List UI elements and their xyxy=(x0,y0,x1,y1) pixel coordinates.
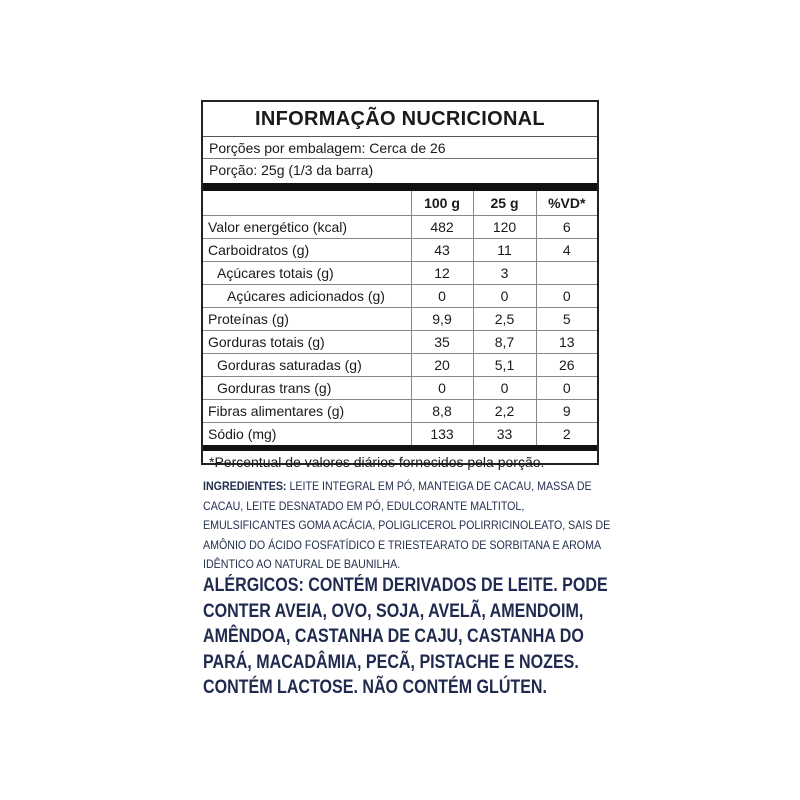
value-25g: 8,7 xyxy=(473,331,536,354)
table-row xyxy=(203,262,597,285)
serving-size: Porção: 25g (1/3 da barra) xyxy=(209,162,374,178)
table-header-row xyxy=(203,191,597,216)
nutrient-name: Açúcares totais (g) xyxy=(203,262,411,285)
value-25g: 0 xyxy=(473,377,536,400)
table-row xyxy=(203,239,597,262)
value-25g: 2,2 xyxy=(473,400,536,423)
ingredients-heading: INGREDIENTES: xyxy=(203,479,287,493)
value-100g: 8,8 xyxy=(411,400,473,423)
table-row xyxy=(203,354,597,377)
value-100g: 12 xyxy=(411,262,473,285)
value-25g: 33 xyxy=(473,423,536,446)
value-100g: 0 xyxy=(411,377,473,400)
table-row xyxy=(203,423,597,446)
ingredients-block xyxy=(203,477,612,575)
value-vd: 6 xyxy=(536,216,597,239)
nutrition-facts-label xyxy=(201,100,599,470)
value-100g: 0 xyxy=(411,285,473,308)
nutrient-name: Carboidratos (g) xyxy=(203,239,411,262)
nutrient-name: Sódio (mg) xyxy=(208,426,277,442)
value-25g: 3 xyxy=(473,262,536,285)
thick-divider xyxy=(203,183,597,191)
value-vd: 2 xyxy=(536,423,597,446)
ingredients-text: LEITE INTEGRAL EM PÓ, MANTEIGA DE CACAU, MASSA DE CACAU, LEITE DESNATADO EM PÓ, EDULCORANTE MALTITOL, EMULSIFICANTES GOMA ACÁCIA, POLIGLICEROL POLIRRICINOLEATO, SAIS DE AMÔNIO DO ÁCIDO FOSFATÍDICO E TRIESTEARATO DE SORBITANA E AROMA IDÊNTICO AO NATURAL DE BAUNILHA. xyxy=(203,479,611,571)
table-row xyxy=(203,377,597,400)
value-vd: 0 xyxy=(536,285,597,308)
nutrient-name: Gorduras trans (g) xyxy=(203,377,411,400)
value-vd xyxy=(536,262,597,285)
footnote: *Percentual de valores diários fornecidos pela porção. xyxy=(209,454,545,470)
value-100g: 35 xyxy=(411,331,473,354)
table-row xyxy=(203,285,597,308)
value-25g: 11 xyxy=(473,239,536,262)
header-vd: %VD* xyxy=(536,191,597,216)
value-vd: 0 xyxy=(536,377,597,400)
value-100g: 482 xyxy=(411,216,473,239)
nutrition-table xyxy=(203,191,597,445)
table-row xyxy=(203,400,597,423)
nutrient-name: Proteínas (g) xyxy=(203,308,411,331)
value-vd: 5 xyxy=(536,308,597,331)
value-vd: 13 xyxy=(536,331,597,354)
value-vd: 9 xyxy=(536,400,597,423)
value-vd: 26 xyxy=(536,354,597,377)
value-25g: 120 xyxy=(473,216,536,239)
nutrient-name: Gorduras totais (g) xyxy=(203,331,411,354)
value-25g: 5,1 xyxy=(473,354,536,377)
table-row xyxy=(203,331,597,354)
header-100g: 100 g xyxy=(411,191,473,216)
table-row xyxy=(203,308,597,331)
value-100g: 133 xyxy=(411,423,473,446)
value-25g: 0 xyxy=(473,285,536,308)
value-25g: 2,5 xyxy=(473,308,536,331)
table-row xyxy=(203,216,597,239)
header-blank xyxy=(203,191,411,216)
value-100g: 9,9 xyxy=(411,308,473,331)
nutrient-name: Fibras alimentares (g) xyxy=(203,400,411,423)
allergens-text: ALÉRGICOS: CONTÉM DERIVADOS DE LEITE. PODE CONTER AVEIA, OVO, SOJA, AVELÃ, AMENDOIM, AMÊNDOA, CASTANHA DE CAJU, CASTANHA DO PARÁ, MACADÂMIA, PECÃ, PISTACHE E NOZES. CONTÉM LACTOSE. NÃO CONTÉM GLÚTEN. xyxy=(203,575,608,698)
servings-per-package: Porções por embalagem: Cerca de 26 xyxy=(203,137,597,159)
value-100g: 43 xyxy=(411,239,473,262)
value-100g: 20 xyxy=(411,354,473,377)
nutrient-name: Valor energético (kcal) xyxy=(203,216,411,239)
nutrient-name: Açúcares adicionados (g) xyxy=(203,285,411,308)
value-vd: 4 xyxy=(536,239,597,262)
header-25g: 25 g xyxy=(473,191,536,216)
label-title: INFORMAÇÃO NUCRICIONAL xyxy=(203,102,597,137)
nutrient-name: Gorduras saturadas (g) xyxy=(203,354,411,377)
